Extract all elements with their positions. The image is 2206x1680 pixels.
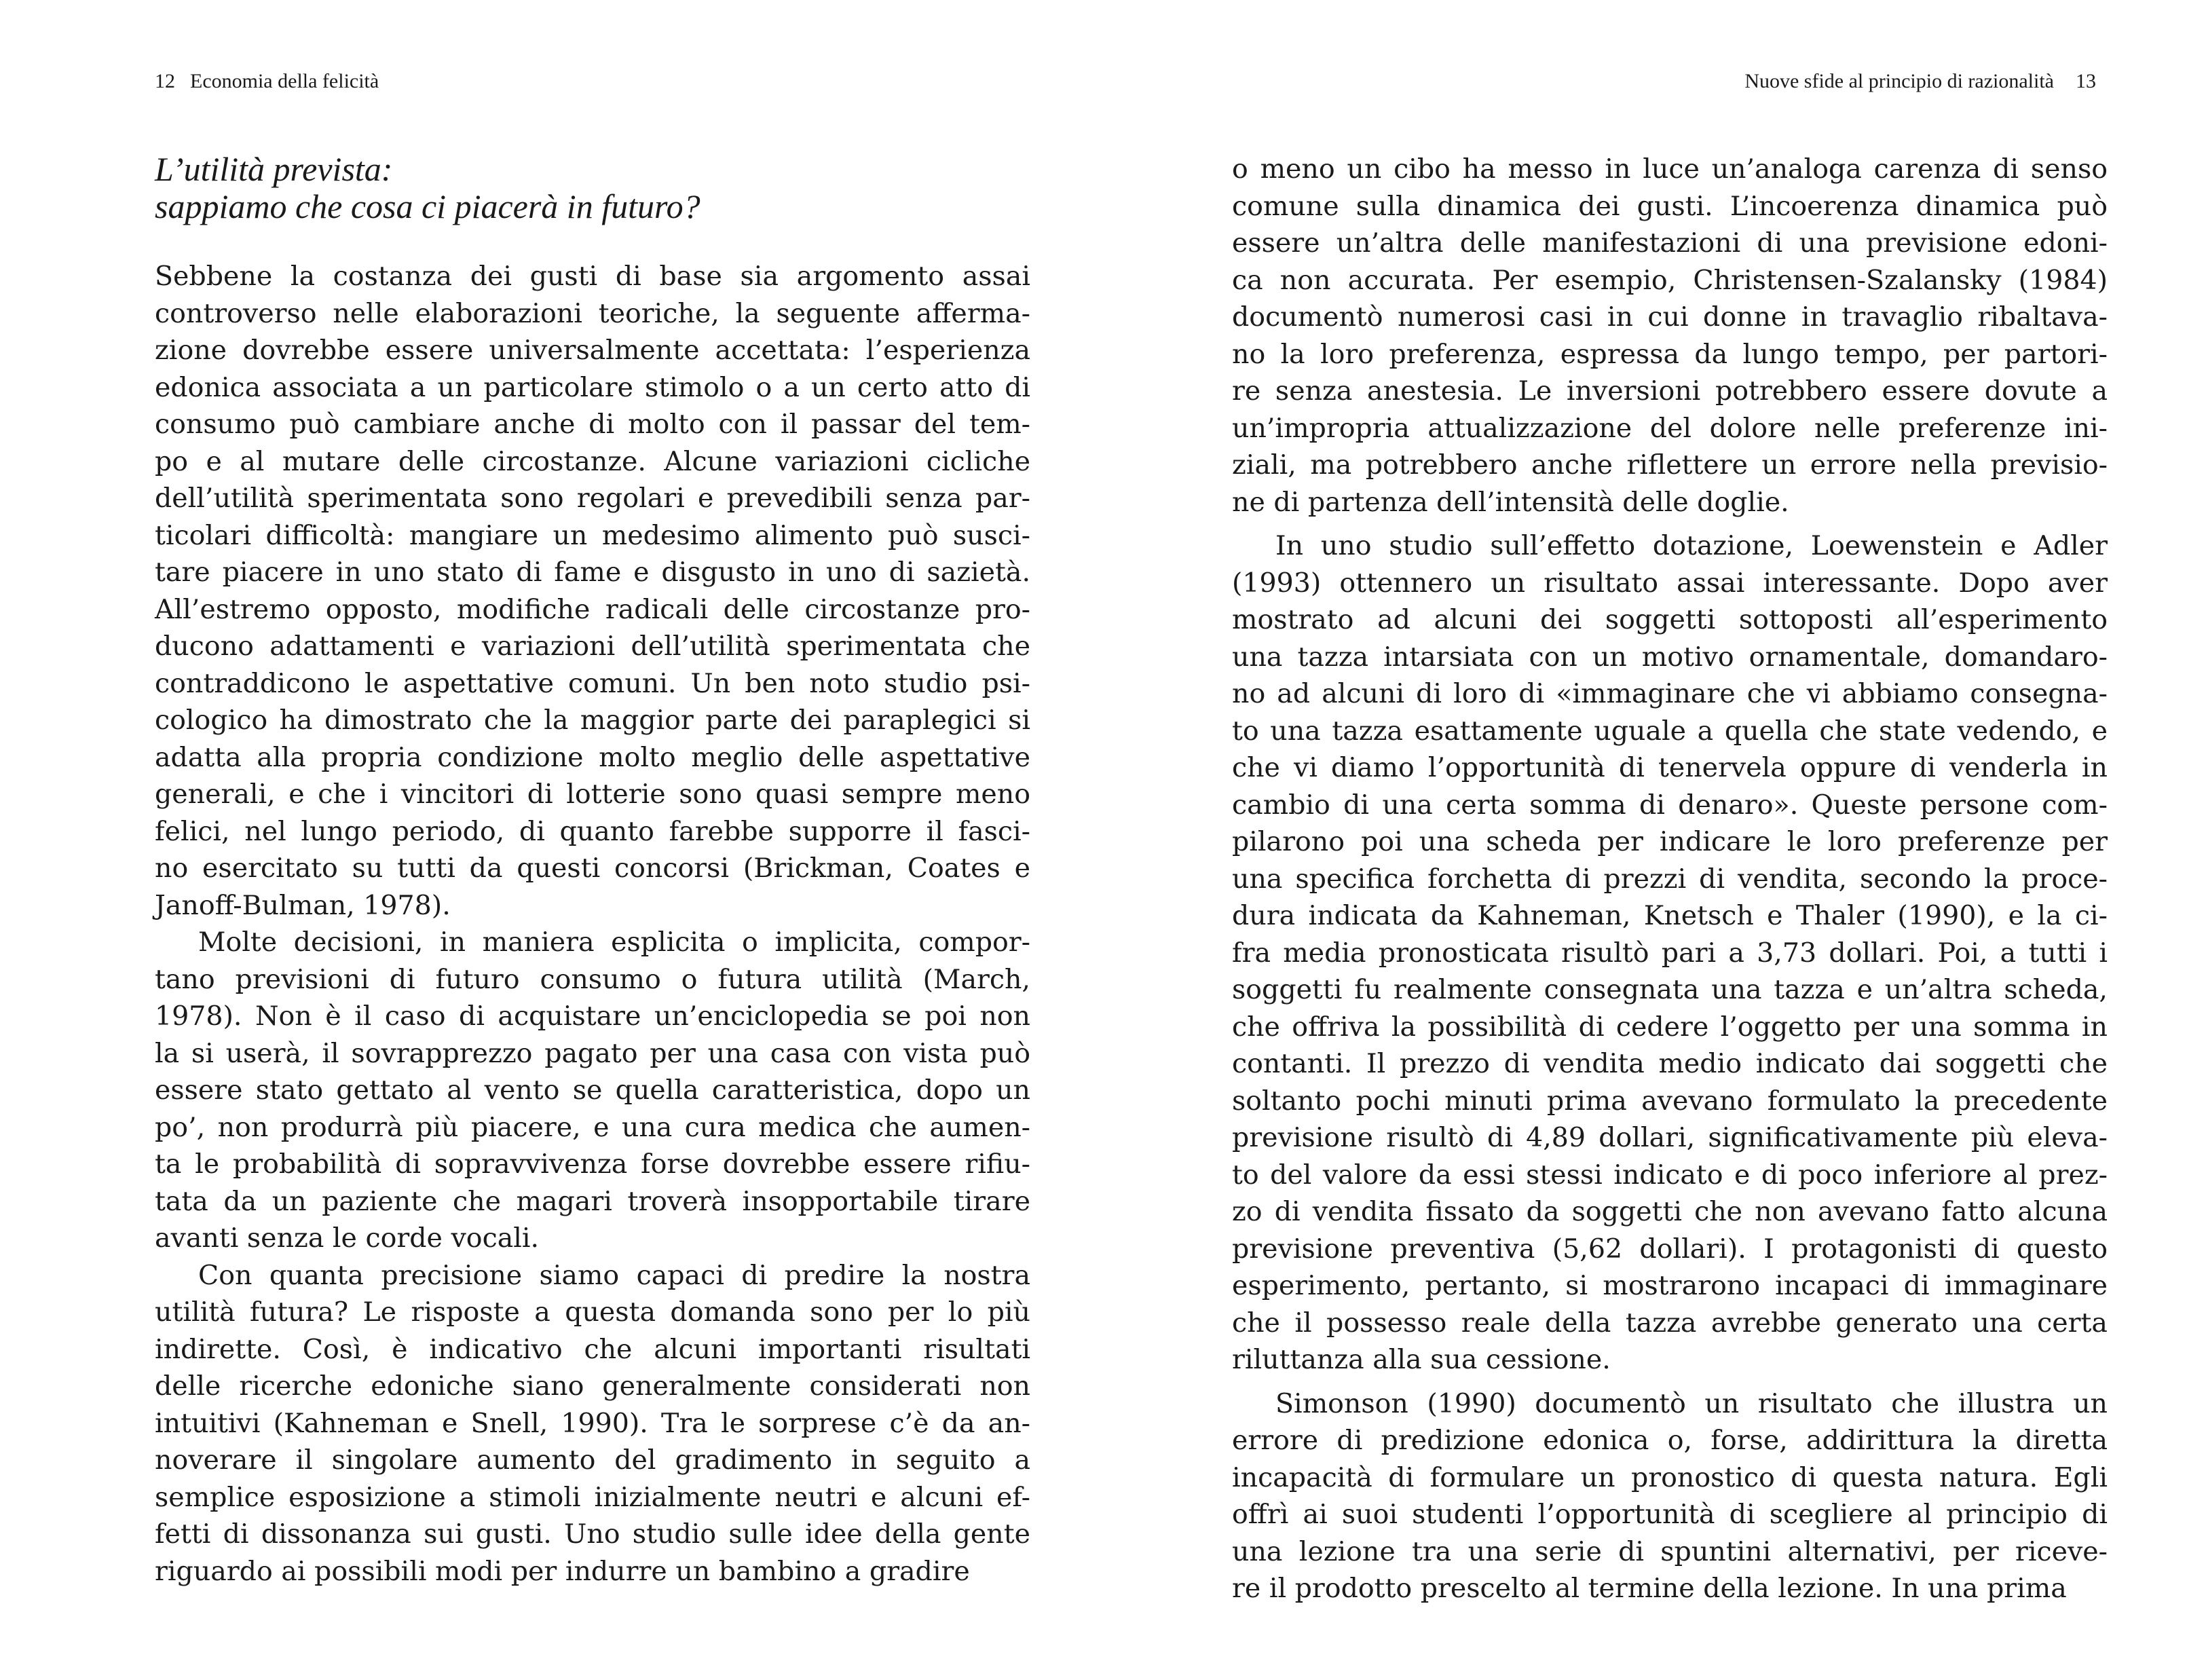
text-line: ne di partenza dell’intensità delle doglie. — [1232, 486, 1789, 518]
text-line: to del valore da essi stessi indicato e di poco inferiore al prez- — [1232, 1159, 2108, 1191]
text-line: adatta alla propria condizione molto meglio delle aspettative — [155, 741, 1030, 773]
text-line: pilarono poi una scheda per indicare le loro preferenze per — [1232, 826, 2108, 857]
paragraph — [155, 924, 1030, 1257]
text-line: contanti. Il prezzo di vendita medio indicato dai soggetti che — [1232, 1048, 2108, 1079]
text-line: noverare il singolare aumento del gradimento in seguito a — [155, 1444, 1030, 1476]
text-line: cologico ha dimostrato che la maggior parte dei paraplegici si — [155, 705, 1030, 736]
paragraph — [1232, 1385, 2108, 1607]
text-line: ziali, ma potrebbero anche riflettere un errore nella previsio- — [1232, 449, 2108, 481]
text-line: felici, nel lungo periodo, di quanto farebbe supporre il fasci- — [155, 815, 1030, 847]
text-line: una specifica forchetta di prezzi di vendita, secondo la proce- — [1232, 863, 2108, 895]
text-line: consumo può cambiare anche di molto con il passar del tem- — [155, 409, 1030, 440]
text-line: contraddicono le aspettative comuni. Un ben noto studio psi- — [155, 667, 1030, 699]
text-line: che vi diamo l’opportunità di tenervela oppure di venderla in — [1232, 752, 2108, 783]
text-line: 1978). Non è il caso di acquistare un’enciclopedia se poi non — [155, 1001, 1030, 1032]
text-line: essere stato gettato al vento se quella caratteristica, dopo un — [155, 1075, 1030, 1106]
text-line: avanti senza le corde vocali. — [155, 1222, 540, 1254]
text-line: fetti di dissonanza sui gusti. Uno studio sulle idee della gente — [155, 1518, 1030, 1550]
text-line: ticolari difficoltà: mangiare un medesimo alimento può susci- — [155, 519, 1030, 551]
right-text-column — [1232, 151, 2108, 1607]
text-line: che offriva la possibilità di cedere l’oggetto per una somma in — [1232, 1011, 2108, 1043]
text-line: dura indicata da Kahneman, Knetsch e Thaler (1990), e la ci- — [1232, 900, 2108, 931]
text-line: to una tazza esattamente uguale a quella che state vedendo, e — [1232, 715, 2108, 747]
text-line: All’estremo opposto, modifiche radicali delle circostanze pro- — [155, 593, 1030, 625]
text-line: riluttanza alla sua cessione. — [1232, 1344, 1611, 1375]
heading-line: L’utilità prevista: — [155, 150, 393, 188]
text-line: ducono adattamenti e variazioni dell’utilità sperimentata che — [155, 631, 1030, 662]
paragraph — [1232, 527, 2108, 1379]
text-line: delle ricerche edoniche siano generalmente considerati non — [155, 1370, 1030, 1402]
text-line: re senza anestesia. Le inversioni potrebbero essere dovute a — [1232, 375, 2108, 407]
text-line: previsione preventiva (5,62 dollari). I protagonisti di questo — [1232, 1233, 2108, 1265]
text-line: tano previsioni di futuro consumo o futura utilità (March, — [155, 963, 1030, 995]
text-line: no esercitato su tutti da questi concorsi (Brickman, Coates e — [155, 853, 1030, 884]
text-line: riguardo ai possibili modi per indurre un bambino a gradire — [155, 1555, 970, 1587]
text-line: esperimento, pertanto, si mostrarono incapaci di immaginare — [1232, 1270, 2108, 1301]
text-line: errore di predizione edonica o, forse, addirittura la diretta — [1232, 1425, 2108, 1456]
text-line: no ad alcuni di loro di «immaginare che vi abbiamo consegna- — [1232, 678, 2108, 709]
heading-line: sappiamo che cosa ci piacerà in futuro? — [155, 187, 700, 225]
text-line: soltanto pochi minuti prima avevano formulato la precedente — [1232, 1085, 2108, 1117]
text-line: (1993) ottennero un risultato assai interessante. Dopo aver — [1232, 567, 2108, 599]
text-line: tare piacere in uno stato di fame e disgusto in uno di sazietà. — [155, 557, 1030, 588]
running-title: Economia della felicità — [190, 70, 379, 92]
left-text-column — [155, 258, 1030, 1590]
text-line: incapacità di formulare un pronostico di questa natura. Egli — [1232, 1461, 2108, 1493]
text-line: no la loro preferenza, espressa da lungo tempo, per partori- — [1232, 338, 2108, 370]
text-line: indirette. Così, è indicativo che alcuni importanti risultati — [155, 1333, 1030, 1365]
text-line: essere un’altra delle manifestazioni di una previsione edoni- — [1232, 227, 2108, 259]
text-line: controverso nelle elaborazioni teoriche, la seguente afferma- — [155, 297, 1030, 329]
right-page — [1103, 0, 2206, 1680]
text-line: Sebbene la costanza dei gusti di base sia argomento assai — [155, 261, 1030, 292]
page-number: 13 — [2076, 70, 2096, 92]
text-line: semplice esposizione a stimoli inizialmente neutri e alcuni ef- — [155, 1481, 1030, 1513]
text-line: fra media pronosticata risultò pari a 3,73 dollari. Poi, a tutti i — [1232, 937, 2108, 969]
text-line: Molte decisioni, in maniera esplicita o implicita, compor- — [198, 927, 1030, 958]
text-line: intuitivi (Kahneman e Snell, 1990). Tra le sorprese c’è da an- — [155, 1407, 1030, 1439]
text-line: offrì ai suoi studenti l’opportunità di scegliere al principio di — [1232, 1499, 2108, 1530]
text-line: la si userà, il sovrapprezzo pagato per una casa con vista può — [155, 1037, 1030, 1069]
page-number: 12 — [155, 70, 175, 92]
text-line: una tazza intarsiata con un motivo ornamentale, domandaro- — [1232, 641, 2108, 673]
running-title: Nuove sfide al principio di razionalità — [1744, 70, 2054, 92]
text-line: po e al mutare delle circostanze. Alcune variazioni cicliche — [155, 445, 1030, 477]
text-line: po’, non produrrà più piacere, e una cura medica che aumen- — [155, 1111, 1030, 1143]
text-line: o meno un cibo ha messo in luce un’analoga carenza di senso — [1232, 153, 2108, 185]
text-line: Simonson (1990) documentò un risultato che illustra un — [1275, 1387, 2108, 1419]
text-line: In uno studio sull’effetto dotazione, Loewenstein e Adler — [1275, 530, 2108, 561]
text-line: mostrato ad alcuni dei soggetti sottoposti all’esperimento — [1232, 604, 2108, 635]
text-line: che il possesso reale della tazza avrebbe generato una certa — [1232, 1307, 2108, 1339]
section-heading — [155, 149, 1030, 223]
text-line: una lezione tra una serie di spuntini alternativi, per riceve- — [1232, 1535, 2108, 1567]
text-line: zione dovrebbe essere universalmente accettata: l’esperienza — [155, 335, 1030, 366]
text-line: un’impropria attualizzazione del dolore nelle preferenze ini- — [1232, 412, 2108, 444]
text-line: generali, e che i vincitori di lotterie sono quasi sempre meno — [155, 779, 1030, 810]
paragraph — [155, 1257, 1030, 1590]
text-line: documentò numerosi casi in cui donne in travaglio ribaltava- — [1232, 301, 2108, 333]
text-line: tata da un paziente che magari troverà insopportabile tirare — [155, 1185, 1030, 1217]
text-line: dell’utilità sperimentata sono regolari e prevedibili senza par- — [155, 483, 1030, 514]
text-line: ca non accurata. Per esempio, Christensen-Szalansky (1984) — [1232, 264, 2108, 296]
text-line: utilità futura? Le risposte a questa domanda sono per lo più — [155, 1296, 1030, 1328]
text-line: edonica associata a un particolare stimolo o a un certo atto di — [155, 371, 1030, 403]
text-line: re il prodotto prescelto al termine della lezione. In una prima — [1232, 1573, 2067, 1604]
text-line: Janoff-Bulman, 1978). — [155, 889, 451, 921]
paragraph — [1232, 151, 2108, 521]
text-line: comune sulla dinamica dei gusti. L’incoerenza dinamica può — [1232, 190, 2108, 222]
paragraph — [155, 258, 1030, 924]
text-line: ta le probabilità di sopravvivenza forse dovrebbe essere rifiu- — [155, 1149, 1030, 1180]
text-line: soggetti fu realmente consegnata una tazza e un’altra scheda, — [1232, 974, 2108, 1005]
text-line: Con quanta precisione siamo capaci di predire la nostra — [198, 1259, 1030, 1291]
text-line: previsione risultò di 4,89 dollari, significativamente più eleva- — [1232, 1122, 2108, 1153]
left-running-header — [155, 68, 379, 95]
text-line: cambio di una certa somma di denaro». Queste persone com- — [1232, 789, 2108, 821]
right-running-header — [1744, 68, 2096, 95]
text-line: zo di vendita fissato da soggetti che non avevano fatto alcuna — [1232, 1196, 2108, 1227]
